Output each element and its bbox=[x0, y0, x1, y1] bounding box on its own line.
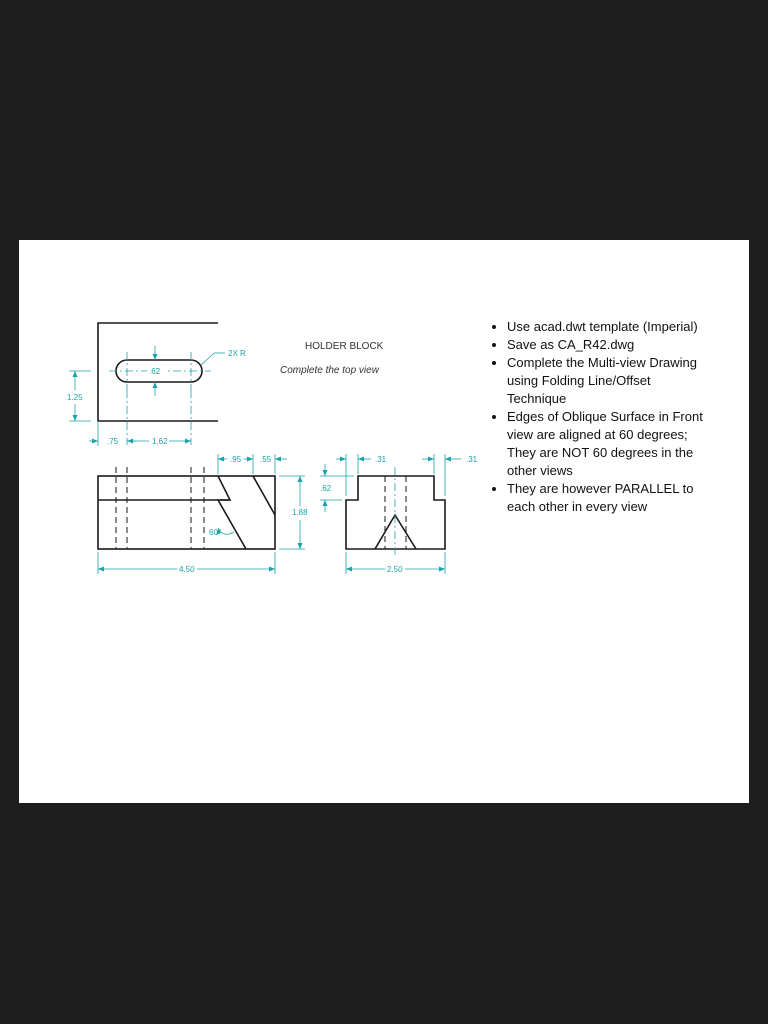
drawing-subtitle: Complete the top view bbox=[280, 365, 379, 376]
side-v-edges bbox=[375, 515, 416, 549]
oblique-edge-lower bbox=[218, 476, 246, 549]
side-step-left-label: .31 bbox=[375, 455, 387, 464]
side-step-right-label: .31 bbox=[466, 455, 478, 464]
top-view bbox=[98, 323, 218, 445]
radius-leader bbox=[201, 353, 214, 365]
arrowhead bbox=[275, 457, 281, 462]
instruction-item: • Save as CA_R42.dwg bbox=[507, 336, 712, 354]
arrowhead bbox=[185, 439, 191, 444]
arrowhead bbox=[323, 500, 328, 506]
instruction-item: • They are however PARALLEL to each other in every view bbox=[507, 480, 712, 516]
side-view-outline bbox=[346, 476, 445, 549]
drawing-canvas bbox=[19, 240, 479, 803]
instruction-list bbox=[489, 318, 712, 516]
slide bbox=[19, 240, 749, 803]
arrowhead bbox=[340, 457, 346, 462]
arrowhead bbox=[218, 457, 224, 462]
arrowhead bbox=[358, 457, 364, 462]
arrowhead bbox=[98, 567, 104, 572]
top-height-label: 1.25 bbox=[67, 393, 83, 402]
arrowhead bbox=[153, 354, 158, 360]
arrowhead bbox=[445, 457, 451, 462]
arrowhead bbox=[428, 457, 434, 462]
side-step-height-label: .62 bbox=[320, 484, 332, 493]
arrowhead bbox=[73, 415, 78, 421]
slot-offset-label: .75 bbox=[107, 437, 119, 446]
arrowhead bbox=[298, 476, 303, 482]
notch-top-label: .55 bbox=[260, 455, 272, 464]
overall-length-label: 4.50 bbox=[179, 565, 195, 574]
front-view-outline bbox=[98, 476, 275, 549]
arrowhead bbox=[73, 371, 78, 377]
front-view-dimensions bbox=[98, 454, 308, 574]
instruction-item: • Complete the Multi-view Drawing using Folding Line/Offset Technique bbox=[507, 354, 712, 408]
overall-height-label: 1.88 bbox=[292, 508, 308, 517]
angle-label: 60° bbox=[209, 528, 222, 537]
slot-length-label: 1.62 bbox=[152, 437, 168, 446]
oblique-edge-upper bbox=[253, 476, 275, 515]
arrowhead bbox=[298, 543, 303, 549]
arrowhead bbox=[269, 567, 275, 572]
drawing-title: HOLDER BLOCK bbox=[305, 341, 384, 352]
side-view-dimensions bbox=[320, 454, 478, 574]
arrowhead bbox=[439, 567, 445, 572]
top-view-dimensions bbox=[67, 346, 246, 446]
notch-bottom-label: .95 bbox=[230, 455, 242, 464]
front-view bbox=[98, 467, 275, 549]
arrowhead bbox=[92, 439, 98, 444]
arrowhead bbox=[346, 567, 352, 572]
overall-width-label: 2.50 bbox=[387, 565, 403, 574]
instruction-item: • Use acad.dwt template (Imperial) bbox=[507, 318, 712, 336]
arrowhead bbox=[323, 470, 328, 476]
slot-width-label: .62 bbox=[149, 367, 161, 376]
radius-label: 2X R bbox=[228, 349, 246, 358]
arrowhead bbox=[247, 457, 253, 462]
side-view bbox=[346, 467, 445, 558]
arrowhead bbox=[153, 382, 158, 388]
instruction-item: • Edges of Oblique Surface in Front view are aligned at 60 degrees; They are NOT 60 degrees in the other views bbox=[507, 408, 712, 480]
